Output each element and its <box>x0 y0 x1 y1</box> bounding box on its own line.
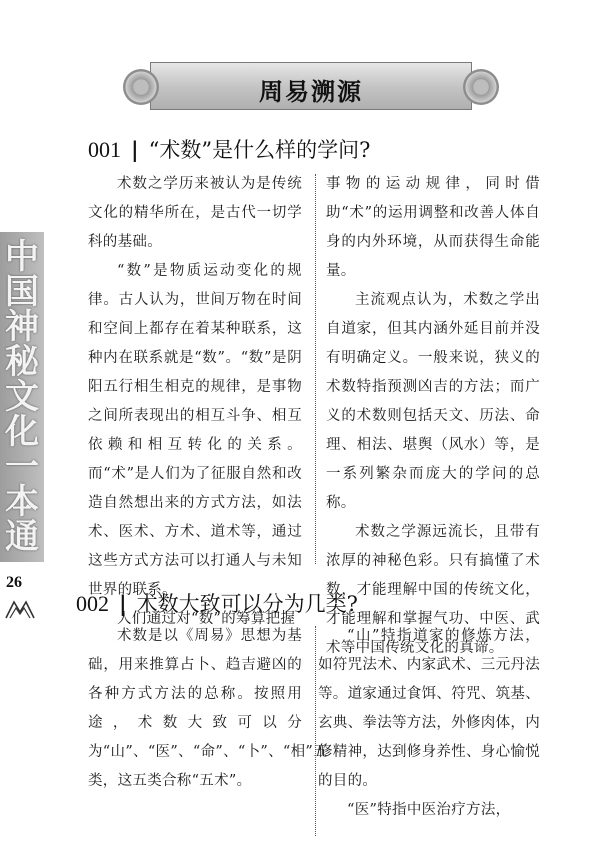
side-title-char: 化 <box>5 412 39 452</box>
paragraph: “山”特指道家的修炼方法，如符咒法术、内家武术、三元丹法等。道家通过食饵、符咒、筑基、玄典、拳法等方法，外修肉体，内修精神，达到修身养性、身心愉悦的目的。 <box>318 628 540 789</box>
column-divider <box>315 174 316 564</box>
paragraph: 事物的运动规律，同时借助“术”的运用调整和改善人体自身的内外环境，从而获得生命能量。 <box>326 176 540 279</box>
paragraph: 术数之学历来被认为是传统文化的精华所在，是古代一切学科的基础。 <box>88 176 302 250</box>
page-number: 26 <box>6 574 22 591</box>
section2-right-column <box>318 622 540 825</box>
chapter-title: 周易溯源 <box>259 77 363 106</box>
side-title-char: 中 <box>5 237 39 277</box>
side-title-char: 一 <box>5 447 39 487</box>
paragraph: 人们通过对“数”的筹算把握 <box>117 611 296 627</box>
side-title-char: 本 <box>5 482 39 522</box>
chapter-banner <box>150 62 472 110</box>
side-title-char: 秘 <box>5 342 39 382</box>
page-ornament-icon <box>4 598 36 620</box>
section1-left-column <box>88 170 302 634</box>
paragraph: 术数之学源远流长，且带有浓厚的神秘色彩。只有搞懂了术数，才能理解中国的传统文化，才能理解和掌握气功、中医、武术等中国传统文化的真谛。 <box>326 524 540 656</box>
book-side-title <box>0 232 44 562</box>
section-number: 002 <box>76 591 109 616</box>
side-title-char: 神 <box>5 307 39 347</box>
column-divider <box>315 626 316 836</box>
section-heading-002: 002 | 术数大致可以分为几类? <box>76 591 358 616</box>
paragraph: 术数是以《周易》思想为基础，用来推算占卜、趋吉避凶的各种方式方法的总称。按照用途，术数大致可以分为“山”、“医”、“命”、“卜”、“相”五类，这五类合称“五术”。 <box>88 628 328 789</box>
section-title: “术数”是什么样的学问? <box>148 138 371 162</box>
section2-left-column <box>88 622 328 796</box>
side-title-char: 文 <box>5 377 39 417</box>
section-title: 术数大致可以分为几类? <box>136 592 358 616</box>
section1-right-column <box>326 170 540 663</box>
section-number: 001 <box>88 137 121 162</box>
side-title-char: 国 <box>5 272 39 312</box>
paragraph: “医”特指中医治疗方法， <box>347 802 511 818</box>
section-heading-001: 001 | “术数”是什么样的学问? <box>88 137 371 162</box>
paragraph: “数”是物质运动变化的规律。古人认为，世间万物在时间和空间上都存在着某种联系，这种内在联系就是“数”。“数”是阴阳五行相生相克的规律，是事物之间所表现出的相互斗争、相互依赖和相互转化的关系。而“术”是人们为了征服自然和改造自然想出来的方式方法，如法术、医术、方术、道术等，通过这些方式方法可以打通人与未知世界的联系。 <box>88 263 302 598</box>
side-title-char: 通 <box>5 517 39 557</box>
paragraph: 主流观点认为，术数之学出自道家，但其内涵外延目前并没有明确定义。一般来说，狭义的术数特指预测凶吉的方法；而广义的术数则包括天文、历法、命理、相法、堪舆（风水）等，是一系列繁杂而庞大的学问的总称。 <box>326 292 540 511</box>
